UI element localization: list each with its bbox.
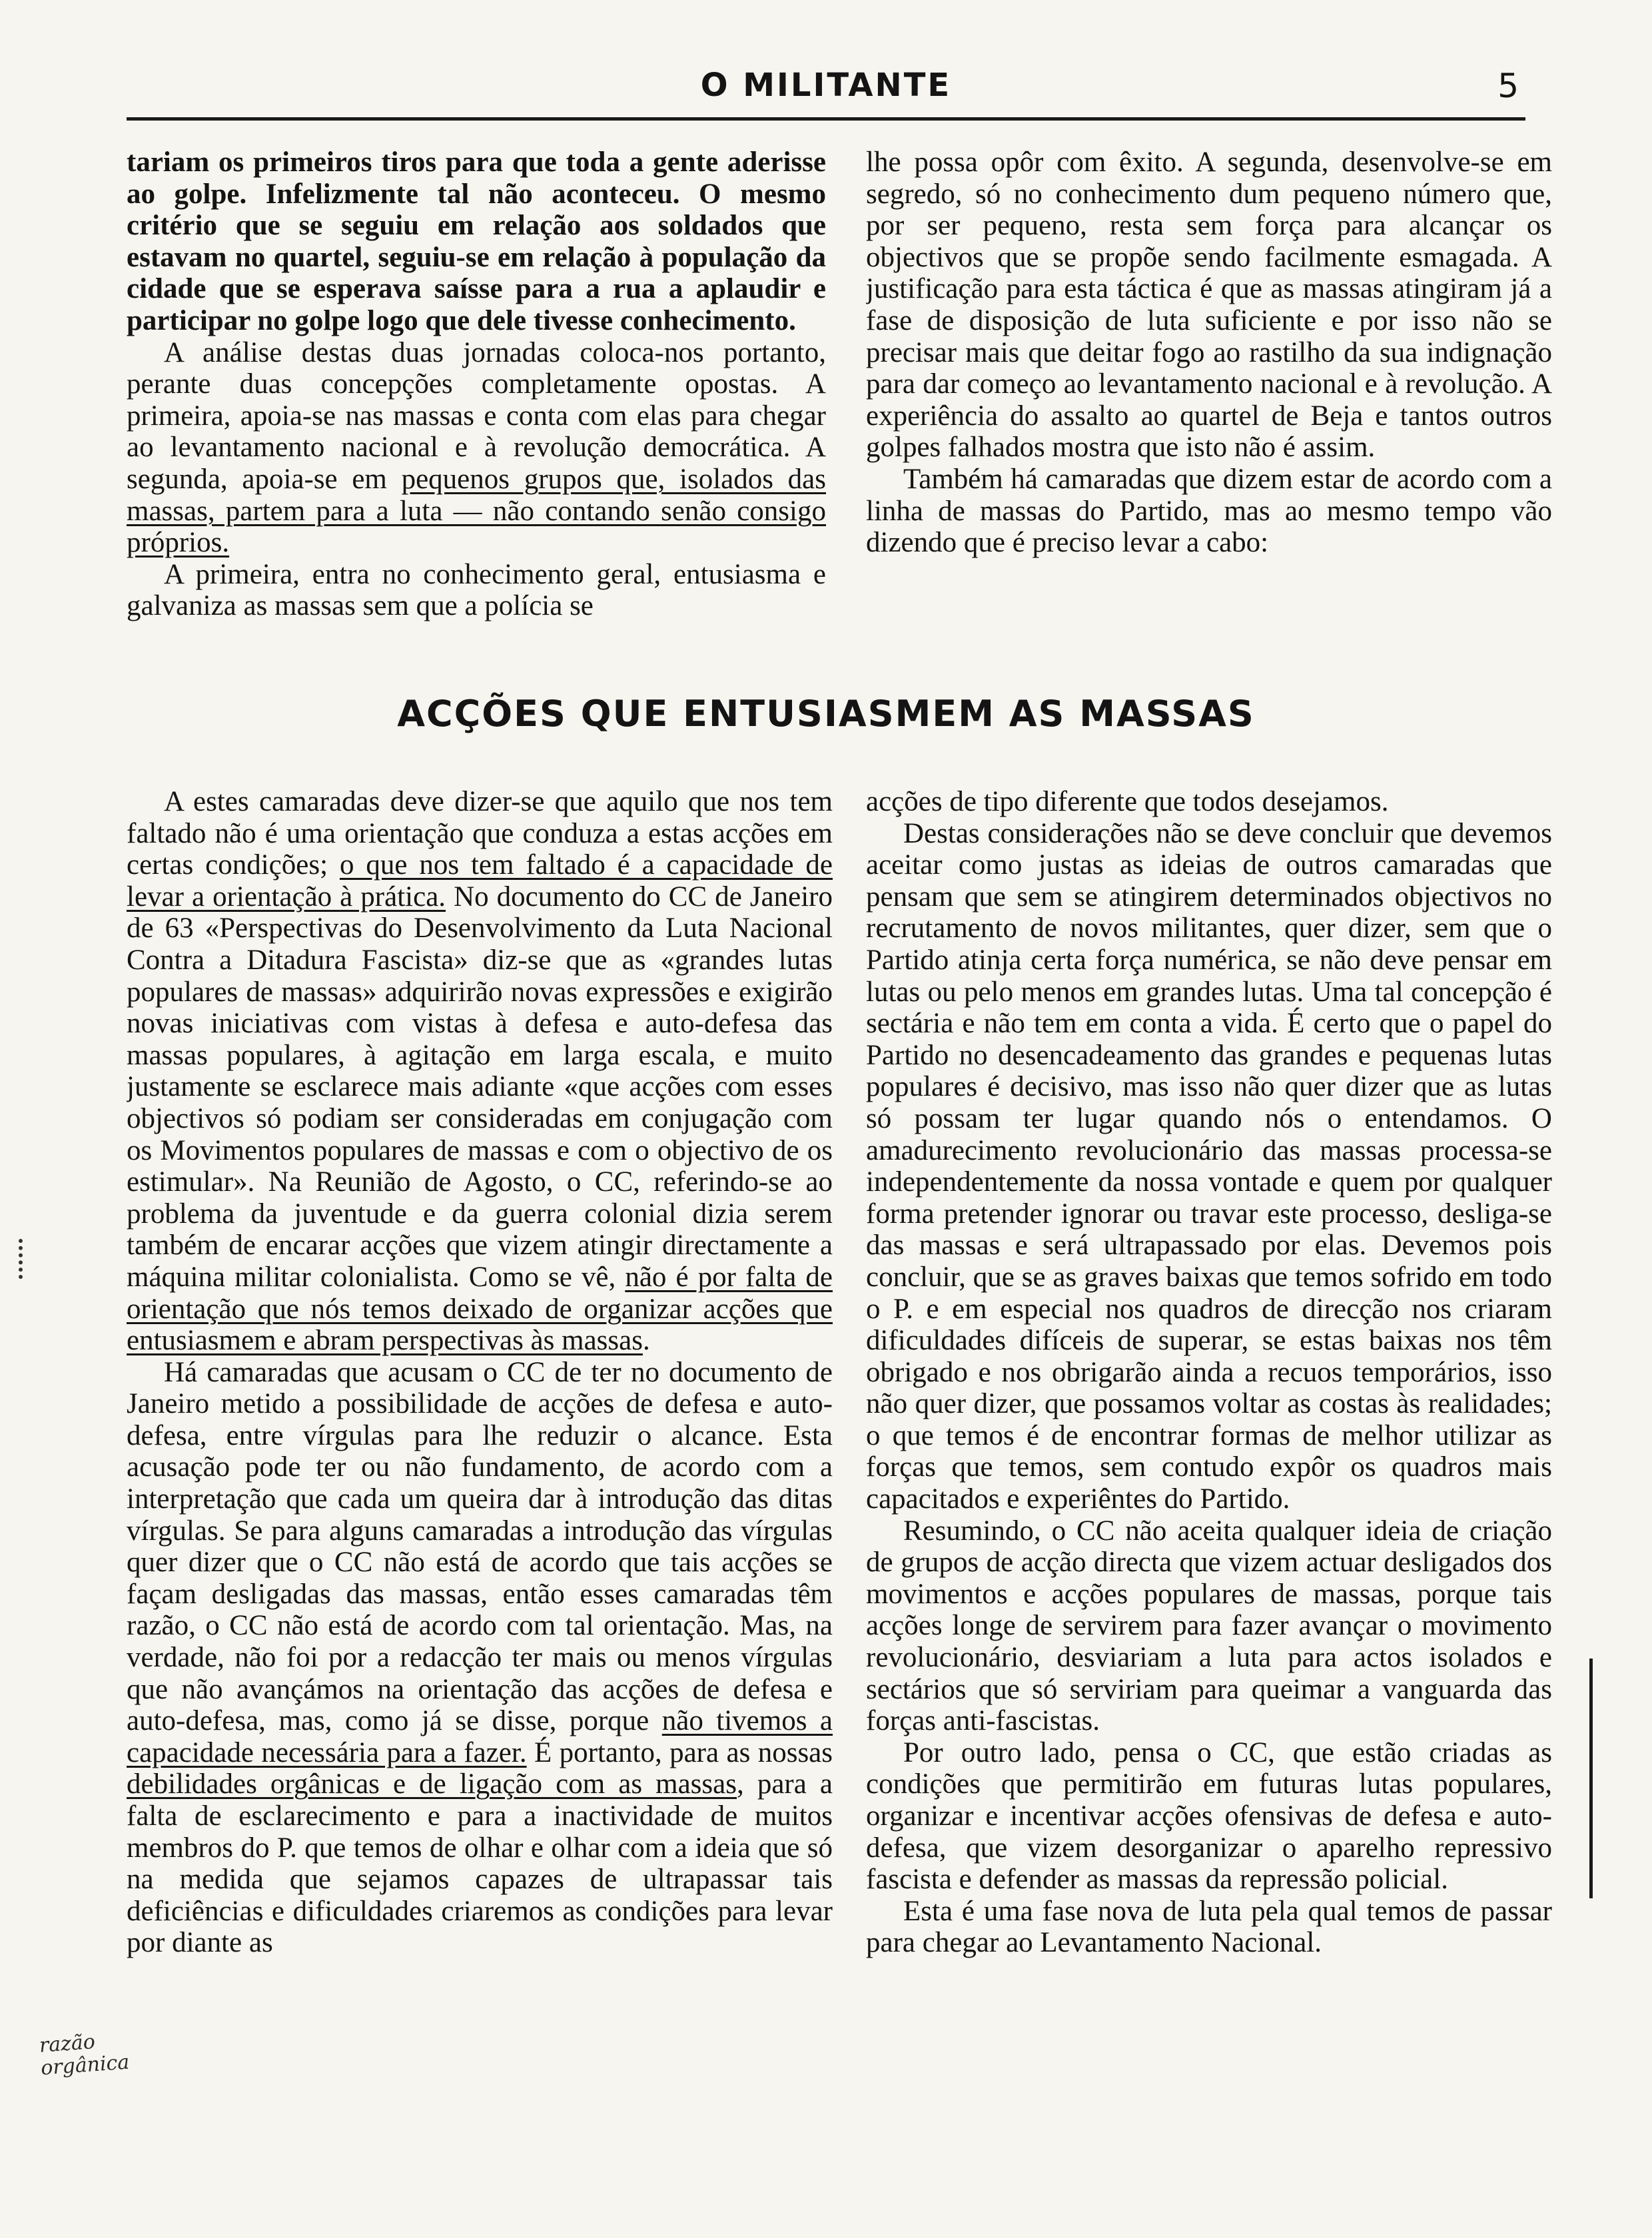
paragraph: lhe possa opôr com êxito. A segunda, desenvolve-se em segredo, só no conhecimento dum pequeno número que, por ser pequeno, resta sem força para alcançar os objectivos que se propõe sendo facilmente esmagada. A justificação para esta táctica é que as massas atingiram já a fase de disposição de luta suficiente e por isso não se precisar mais que deitar fogo ao rastilho da sua indignação para dar começo ao levantamento nacional e à revolução. A experiência do assalto ao quartel de Beja e tantos outros golpes falhados mostra que isto não é assim.	[866, 147, 1552, 464]
page-number: 5	[1497, 67, 1519, 105]
paragraph-text: No documento do CC de Janeiro de 63 «Perspectivas do Desenvolvimento da Luta Nacional Contra a Ditadura Fascista» diz-se que as «grandes lutas populares de massas» adquirirão novas expressões e exigirão novas iniciativas com vistas à defesa e auto-defesa das massas populares, à agitação em larga escala, e muito justamente se esclarece mais adiante «que acções com esses objectivos só podiam ser consideradas em conjugação com os Movimentos populares de massas e com o objectivo de os estimular». Na Reunião de Agosto, o CC, referindo-se ao problema da juventude e da guerra colonial dizia serem também de encarar acções que vizem atingir directamente a máquina militar colonialista. Como se vê,	[127, 881, 833, 1293]
underlined-passage: o que nos tem faltado é a capacidade de levar a orientação à prática.	[127, 849, 833, 913]
paragraph-text: , para a falta de esclarecimento e para a inactividade de muitos membros do P. que temos de olhar e olhar com a ideia que só na medida que sejamos capazes de ultrapassar tais deficiências e dificuldades criaremos as condições para levar por diante as	[127, 1768, 833, 1959]
journal-title: O MILITANTE	[700, 67, 952, 104]
top-right-column	[866, 147, 1552, 663]
top-left-column	[127, 147, 826, 663]
paragraph: Resumindo, o CC não aceita qualquer ideia de criação de grupos de acção directa que vizem actuar desligados dos movimentos e acções populares de massas, porque tais acções longe de servirem para fazer avançar o movimento revolucionário, desviariam a luta para actos isolados e sectários que só serviriam para queimar a vanguarda das forças anti-fascistas.	[866, 1515, 1552, 1737]
underlined-passage: não é por falta de orientação que nós temos deixado de organizar acções que entusiasmem e abram perspectivas às massas	[127, 1261, 833, 1357]
paragraph: Esta é uma fase nova de luta pela qual temos de passar para chegar ao Levantamento Nacional.	[866, 1895, 1552, 1959]
paragraph: A primeira, entra no conhecimento geral, entusiasma e galvaniza as massas sem que a polícia se	[127, 558, 826, 622]
paragraph: Por outro lado, pensa o CC, que estão criadas as condições que permitirão em futuras lutas populares, organizar e incentivar acções ofensivas de defesa e auto-defesa, que vizem desorganizar o aparelho repressivo fascista e defender as massas da repressão policial.	[866, 1736, 1552, 1896]
underlined-passage: pequenos grupos que, isolados das massas, partem para a luta — não contando senão consigo próprios.	[127, 463, 826, 559]
paragraph: Destas considerações não se deve concluir que devemos aceitar como justas as ideias de outros camaradas que pensam que sem se atingirem determinados objectivos no recrutamento de novos militantes, quer dizer, sem que o Partido atinja certa força numérica, se não deve pensar em lutas ou pelo menos em grandes lutas. Uma tal concepção é sectária e não tem em conta a vida. É certo que o papel do Partido no desencadeamento das grandes e pequenas lutas populares é decisivo, mas isso não quer dizer que as lutas só possam ter lugar quando nós o entendamos. O amadurecimento revolucionário das massas processa-se independentemente da nossa vontade e quem por qualquer forma pretender ignorar ou travar este processo, desliga-se das massas e será ultrapassado por elas. Devemos pois concluir, que se as graves baixas que temos sofrido em todo o P. e em especial nos quadros de direcção nos criaram dificuldades difíceis de superar, se estas baixas nos têm obrigado e nos obrigarão ainda a recuos temporários, isso não quer dizer, que possamos voltar as costas às realidades; o que temos é de encontrar formas de melhor utilizar as forças que temos, sem contudo expôr os quadros mais capacitados e experiêntes do Partido.	[866, 817, 1552, 1515]
paragraph	[127, 1357, 833, 1959]
paragraph: Também há camaradas que dizem estar de acordo com a linha de massas do Partido, mas ao mesmo tempo vão dizendo que é preciso levar a cabo:	[866, 463, 1552, 559]
paragraph-text: É portanto, para as nossas	[526, 1736, 833, 1768]
paragraph: acções de tipo diferente que todos desejamos.	[866, 786, 1389, 817]
underlined-passage: debilidades orgânicas e de ligação com as massas	[127, 1768, 737, 1800]
paragraph-text: A estes camaradas deve dizer-se que aquilo que nos tem faltado não é uma orientação que conduza a estas acções em certas condições;	[127, 786, 833, 881]
running-head	[127, 64, 1525, 121]
bottom-left-column	[127, 786, 833, 2131]
margin-bracket	[1579, 1659, 1593, 1898]
underlined-passage: não tivemos a capacidade necessária para a fazer.	[127, 1705, 833, 1768]
paragraph-text: .	[642, 1325, 650, 1357]
paragraph: tariam os primeiros tiros para que toda a gente aderisse ao golpe. Infelizmente tal não aconteceu. O mesmo critério que se seguiu em relação aos soldados que estavam no quartel, seguiu-se em relação à população da cidade que se esperava saísse para a rua a aplaudir e participar no golpe logo que dele tivesse conhecimento.	[127, 147, 826, 336]
section-heading: ACÇÕES QUE ENTUSIASMEM AS MASSAS	[397, 693, 1255, 735]
bottom-right-column	[866, 786, 1552, 2131]
paragraph-text: Há camaradas que acusam o CC de ter no documento de Janeiro metido a possibilidade de acções de defesa e auto-defesa, entre vírgulas para lhe reduzir o alcance. Esta acusação pode ter ou não fundamento, de acordo com a interpretação que cada um queira dar à introdução das ditas vírgulas. Se para alguns camaradas a introdução das vírgulas quer dizer que o CC não está de acordo que tais acções se façam desligadas das massas, então esses camaradas têm razão, o CC não está de acordo com tal orientação. Mas, na verdade, não foi por a redacção ter mais ou menos vírgulas que não avançámos na orientação das acções de defesa e auto-defesa, mas, como já se disse, porque	[127, 1356, 833, 1737]
handwritten-margin-note: razão orgânica	[38, 2030, 131, 2080]
paragraph-text: A análise destas duas jornadas coloca-nos portanto, perante duas concepções completamente opostas. A primeira, apoia-se nas massas e conta com elas para chegar ao levantamento nacional e à revolução democrática. A segunda, apoia-se em	[127, 336, 826, 495]
paragraph	[127, 786, 833, 1357]
paragraph	[127, 337, 826, 559]
margin-mark	[19, 1239, 35, 1279]
